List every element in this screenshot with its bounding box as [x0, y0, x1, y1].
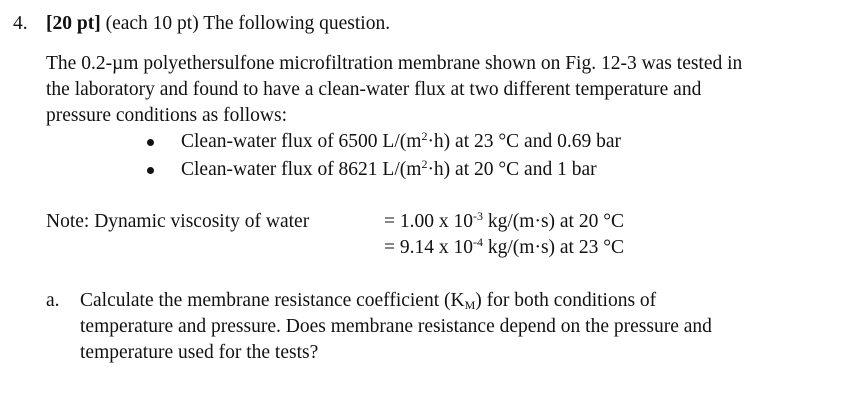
part-a-line-3: temperature used for the tests? — [80, 342, 319, 363]
viscosity-1-text-end: kg/(m·s) at 20 °C — [483, 211, 625, 232]
viscosity-2-text: = 9.14 x 10 — [384, 237, 473, 258]
bullet-item-1 — [181, 129, 621, 152]
bullet-icon — [147, 139, 154, 146]
bullet-1-superscript: 2 — [421, 129, 428, 143]
part-a-subscript: M — [464, 298, 476, 312]
bullet-2-text: Clean-water flux of 8621 L/(m — [181, 159, 422, 180]
viscosity-2-exponent: -4 — [473, 235, 483, 249]
intro-line-3: pressure conditions as follows: — [46, 105, 288, 126]
bullet-1-text-end: ·h) at 23 °C and 0.69 bar — [427, 131, 621, 152]
viscosity-1-exponent: -3 — [473, 209, 483, 223]
points-label: [20 pt] — [46, 13, 101, 34]
intro-line-1: The 0.2-µm polyethersulfone microfiltration membrane shown on Fig. 12-3 was tested in — [46, 53, 743, 74]
viscosity-1-text: = 1.00 x 10 — [384, 211, 473, 232]
bullet-2-superscript: 2 — [421, 157, 428, 171]
part-a-line-1-text: Calculate the membrane resistance coefficient (K — [80, 290, 465, 311]
question-number: 4. — [13, 13, 28, 34]
part-a-line-2: temperature and pressure. Does membrane resistance depend on the pressure and — [80, 316, 712, 337]
part-a-line-1-text-end: ) for both conditions of — [475, 290, 657, 311]
heading-text: (each 10 pt) The following question. — [100, 13, 391, 34]
question-heading — [46, 14, 390, 34]
note-label: Note: Dynamic viscosity of water — [46, 211, 310, 232]
bullet-item-2 — [181, 157, 597, 180]
bullet-icon — [147, 167, 154, 174]
part-a-line-1 — [80, 291, 656, 311]
bullet-2-text-end: ·h) at 20 °C and 1 bar — [427, 159, 597, 180]
part-a-label: a. — [46, 290, 60, 311]
viscosity-value-2 — [384, 235, 625, 258]
intro-line-2: the laboratory and found to have a clean-water flux at two different temperature and — [46, 79, 702, 100]
viscosity-value-1 — [384, 209, 625, 232]
viscosity-2-text-end: kg/(m·s) at 23 °C — [483, 237, 625, 258]
bullet-1-text: Clean-water flux of 6500 L/(m — [181, 131, 422, 152]
